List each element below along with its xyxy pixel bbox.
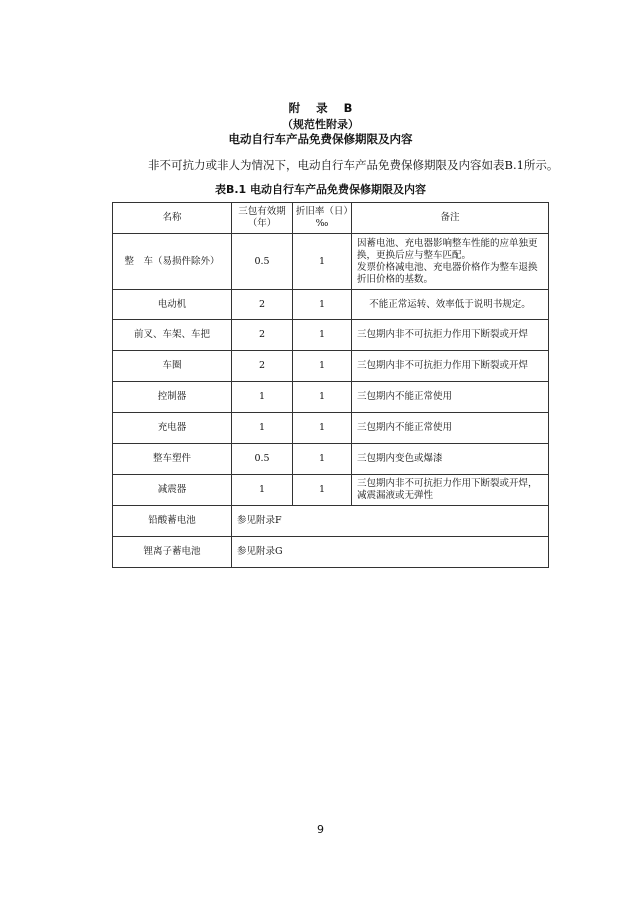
note-line: 不能正常运转、效率低于说明书规定。 (369, 298, 531, 310)
table-row (113, 351, 549, 382)
table-row (113, 506, 549, 537)
cell-note (352, 351, 549, 382)
cell-note (352, 234, 549, 290)
cell-rate: 1 (293, 290, 352, 320)
cell-reference: 参见附录F (232, 506, 549, 537)
note-line: 三包期内不能正常使用 (357, 422, 453, 433)
warranty-table (112, 202, 549, 568)
cell-rate: 1 (293, 234, 352, 290)
cell-name: 整车塑件 (113, 444, 232, 475)
cell-note (352, 382, 549, 413)
cell-period: 0.5 (232, 444, 293, 475)
cell-rate: 1 (293, 413, 352, 444)
cell-note (352, 320, 549, 351)
note-line: 三包期内不能正常使用 (357, 391, 453, 402)
cell-rate: 1 (293, 444, 352, 475)
table-row (113, 444, 549, 475)
note-line: 发票价格减电池、充电器价格作为整车退换折旧价格的基数。 (357, 261, 538, 285)
cell-name: 前叉、车架、车把 (113, 320, 232, 351)
cell-period: 2 (232, 290, 293, 320)
cell-name: 铅酸蓄电池 (113, 506, 232, 537)
table-row (113, 234, 549, 290)
cell-note (352, 444, 549, 475)
cell-name: 减震器 (113, 475, 232, 506)
header-period: 三包有效期（年） (232, 203, 293, 234)
table-row (113, 475, 549, 506)
cell-name: 锂离子蓄电池 (113, 537, 232, 568)
header-rate: 折旧率（日）‰ (293, 203, 352, 234)
appendix-nature: （规范性附录） (282, 118, 359, 131)
cell-name: 控制器 (113, 382, 232, 413)
cell-name: 车圈 (113, 351, 232, 382)
header-name: 名称 (113, 203, 232, 234)
cell-rate: 1 (293, 320, 352, 351)
cell-rate: 1 (293, 475, 352, 506)
cell-period: 1 (232, 382, 293, 413)
note-line: 三包期内变色或爆漆 (357, 453, 443, 464)
cell-period: 2 (232, 320, 293, 351)
cell-note (352, 413, 549, 444)
table-caption: 表B.1 电动自行车产品免费保修期限及内容 (214, 183, 427, 196)
cell-rate: 1 (293, 382, 352, 413)
intro-paragraph: 非不可抗力或非人为情况下，电动自行车产品免费保修期限及内容如表B.1所示。 (148, 158, 559, 172)
note-line: 三包期内非不可抗拒力作用下断裂或开焊 (357, 329, 529, 340)
table-row (113, 382, 549, 413)
cell-period: 1 (232, 475, 293, 506)
cell-rate: 1 (293, 351, 352, 382)
table-row (113, 320, 549, 351)
cell-note (352, 290, 549, 320)
table-row (113, 290, 549, 320)
appendix-title: 电动自行车产品免费保修期限及内容 (228, 132, 413, 146)
cell-period: 1 (232, 413, 293, 444)
note-line: 三包期内非不可抗拒力作用下断裂或开焊 (357, 360, 529, 371)
cell-note (352, 475, 549, 506)
note-line: 三包期内非不可抗拒力作用下断裂或开焊，减震漏液或无弹性 (357, 478, 538, 501)
header-note: 备注 (352, 203, 549, 234)
appendix-label: 附 录 B (288, 101, 359, 115)
cell-name: 电动机 (113, 290, 232, 320)
cell-name: 整 车（易损件除外） (113, 234, 232, 290)
table-header-row (113, 203, 549, 234)
table-body (113, 234, 549, 568)
cell-period: 0.5 (232, 234, 293, 290)
cell-name: 充电器 (113, 413, 232, 444)
cell-reference: 参见附录G (232, 537, 549, 568)
cell-period: 2 (232, 351, 293, 382)
note-line: 因蓄电池、充电器影响整车性能的应单独更换，更换后应与整车匹配。 (357, 237, 538, 261)
table-row (113, 413, 549, 444)
table-row (113, 537, 549, 568)
page-number: 9 (317, 823, 324, 836)
